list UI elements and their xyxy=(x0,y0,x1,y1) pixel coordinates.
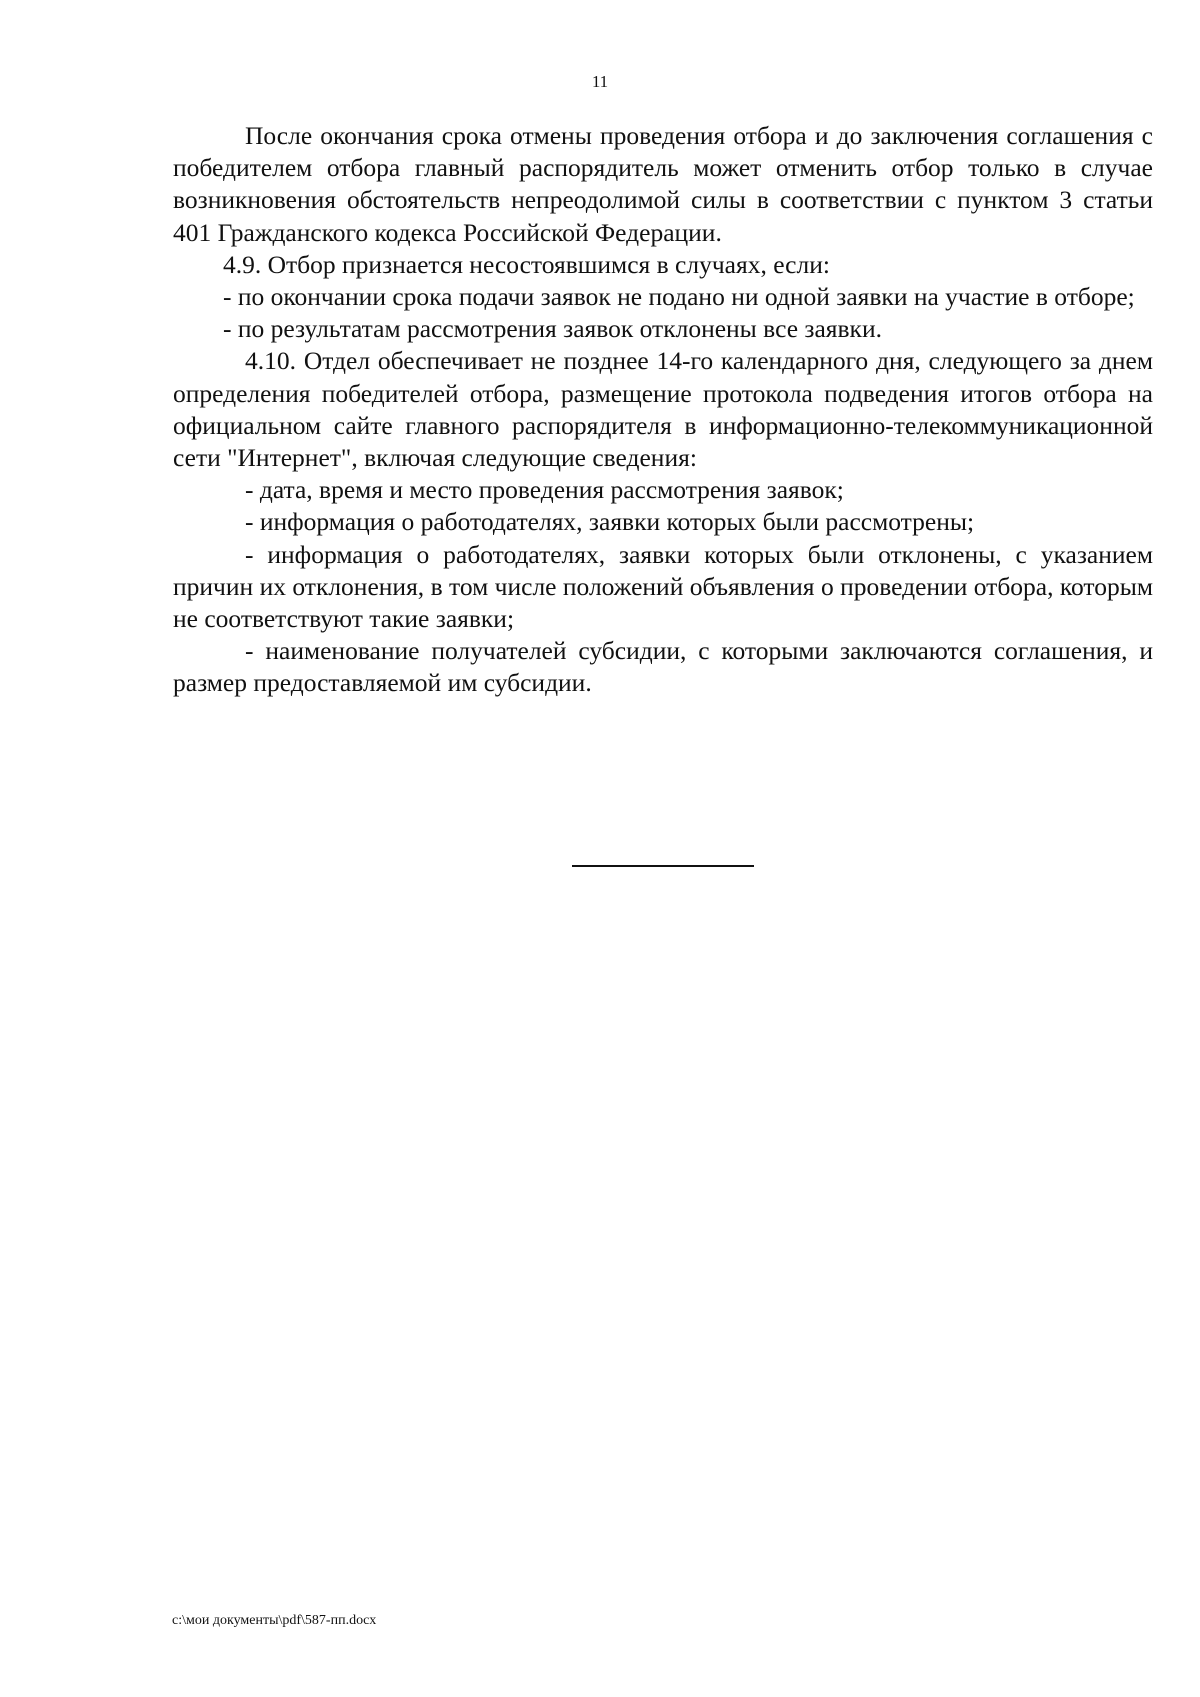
list-item-reviewed-employers: - информация о работодателях, заявки которых были рассмотрены; xyxy=(245,507,975,537)
paragraph-cancellation: После окончания срока отмены проведения отбора и до заключения соглашения с победителем отбора главный распорядитель может отменить отбор только в случае возникновения обстоятельств непреодолимой силы в соответствии с пунктом 3 статьи 401 Гражданского кодекса Российской Федерации. xyxy=(173,121,1153,247)
list-item-rejected-employers: - информация о работодателях, заявки которых были отклонены, с указанием причин их отклонения, в том числе положений объявления о проведении отбора, которым не соответствуют такие заявки; xyxy=(173,539,1153,634)
paragraph-all-rejected: - по результатам рассмотрения заявок отклонены все заявки. xyxy=(223,314,882,344)
document-body xyxy=(173,120,1153,700)
footer-file-path: c:\мои документы\pdf\587-пп.docx xyxy=(172,1613,377,1628)
end-of-document-rule xyxy=(572,865,754,867)
page-number: 11 xyxy=(591,72,609,91)
list-item-date-time-place: - дата, время и место проведения рассмотрения заявок; xyxy=(245,475,844,505)
paragraph-4-10: 4.10. Отдел обеспечивает не позднее 14-го календарного дня, следующего за днем определения победителей отбора, размещение протокола подведения итогов отбора на официальном сайте главного распорядителя в информационно-телекоммуникационной сети "Интернет", включая следующие сведения: xyxy=(173,346,1153,473)
paragraph-4-9: 4.9. Отбор признается несостоявшимся в случаях, если: xyxy=(223,249,830,279)
list-item-subsidy-recipients: - наименование получателей субсидии, с которыми заключаются соглашения, и размер предоставляемой им субсидии. xyxy=(173,636,1153,698)
paragraph-no-applications: - по окончании срока подачи заявок не подано ни одной заявки на участие в отборе; xyxy=(223,282,1135,312)
